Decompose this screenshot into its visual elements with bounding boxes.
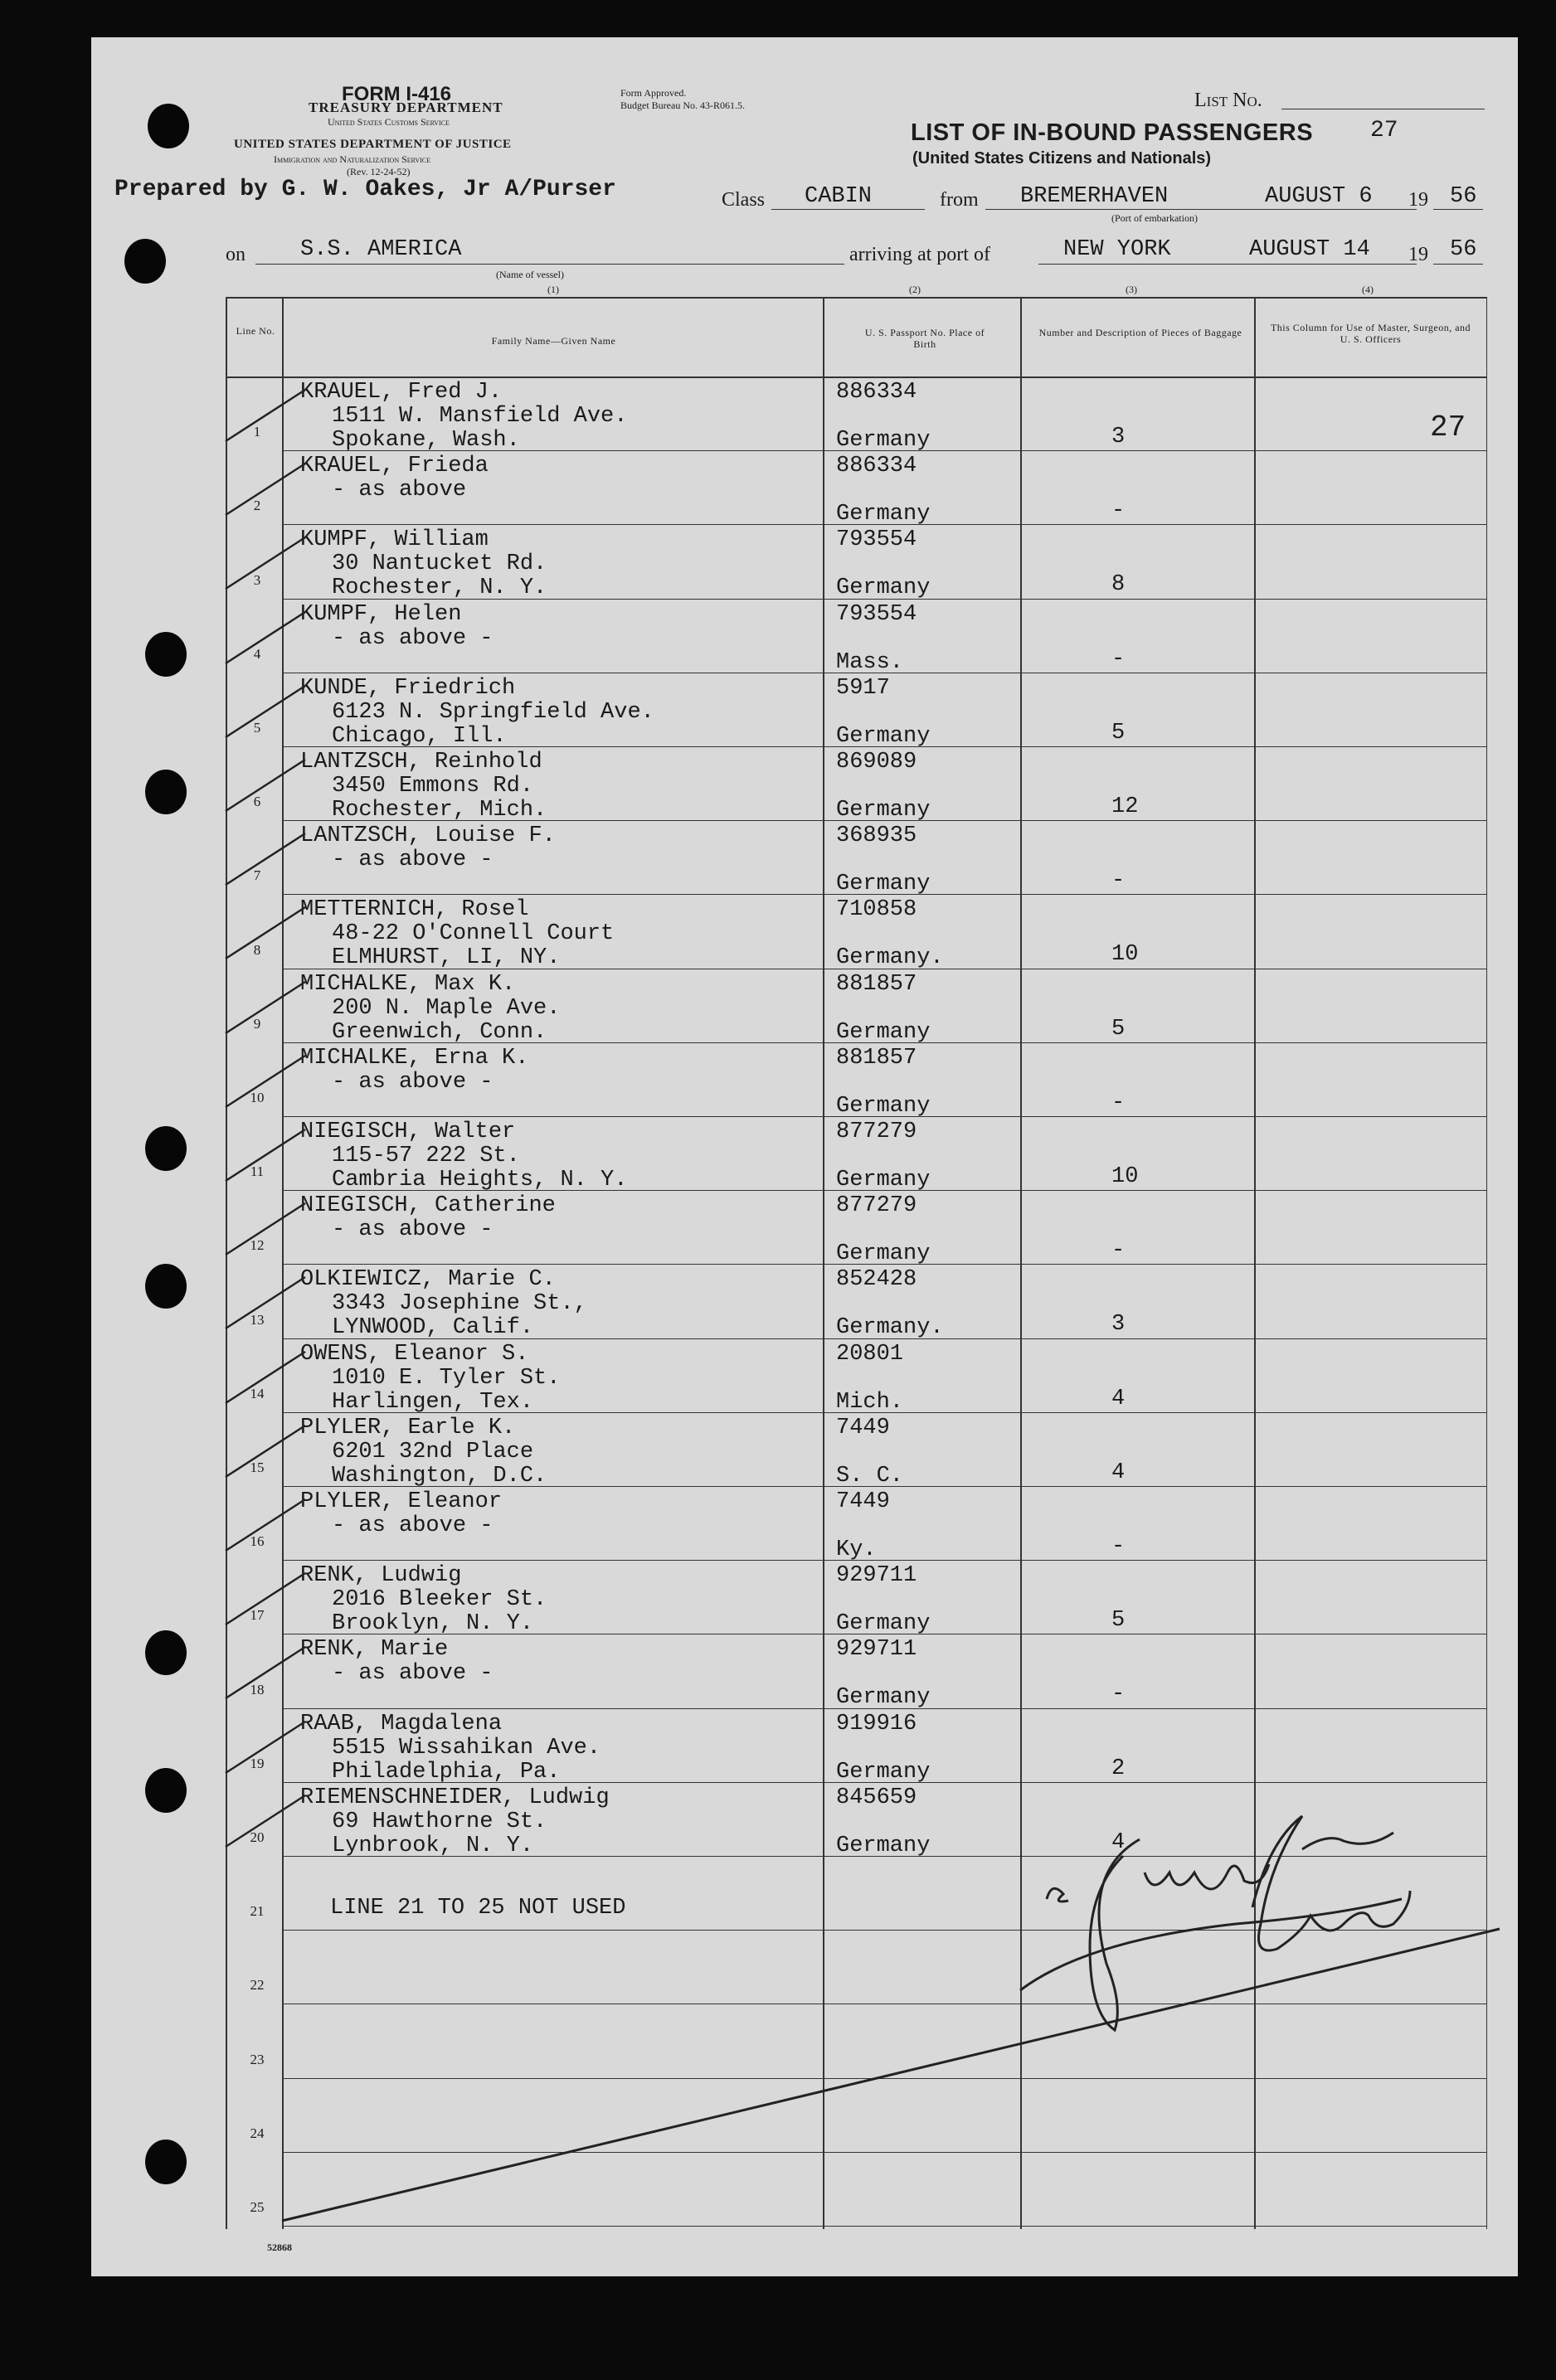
baggage-count: 4 bbox=[1111, 1386, 1126, 1411]
treasury-dept: TREASURY DEPARTMENT bbox=[309, 100, 503, 115]
baggage-count: - bbox=[1111, 646, 1126, 672]
passport-number: 881857 bbox=[836, 971, 917, 997]
passenger-address-1: - as above - bbox=[332, 1069, 494, 1095]
passenger-name: OLKIEWICZ, Marie C. bbox=[300, 1267, 556, 1293]
place-of-birth: Germany bbox=[836, 428, 931, 453]
passport-number: 852428 bbox=[836, 1267, 917, 1293]
line-number: 5 bbox=[253, 720, 261, 736]
place-of-birth: Germany bbox=[836, 1759, 931, 1785]
line-number: 25 bbox=[250, 2199, 265, 2215]
passenger-address-1: 30 Nantucket Rd. bbox=[332, 551, 547, 577]
baggage-count: 12 bbox=[1111, 794, 1139, 819]
passenger-address-2: Washington, D.C. bbox=[332, 1463, 547, 1489]
budget-bureau: Budget Bureau No. 43-R061.5. bbox=[620, 100, 745, 111]
line-number: 8 bbox=[253, 941, 261, 958]
place-of-birth: Germany bbox=[836, 1019, 931, 1045]
baggage-count: - bbox=[1111, 868, 1126, 894]
place-of-birth: Germany bbox=[836, 1611, 931, 1637]
baggage-count: 10 bbox=[1111, 942, 1139, 968]
baggage-count: 10 bbox=[1111, 1164, 1139, 1189]
passenger-name: MICHALKE, Max K. bbox=[300, 971, 516, 997]
customs-service: United States Customs Service bbox=[328, 116, 450, 128]
passenger-address-2: LYNWOOD, Calif. bbox=[332, 1315, 534, 1341]
baggage-count: 5 bbox=[1111, 1016, 1126, 1042]
passport-number: 7449 bbox=[836, 1489, 890, 1514]
prepared-by: Prepared by G. W. Oakes, Jr A/Purser bbox=[114, 177, 616, 202]
col-num-1: (1) bbox=[547, 284, 559, 295]
class-value: CABIN bbox=[805, 184, 873, 209]
form-id: FORM I-416 bbox=[342, 83, 452, 105]
arrival-year: 56 bbox=[1450, 237, 1477, 262]
passenger-address-1: 115-57 222 St. bbox=[332, 1144, 520, 1168]
passenger-name: KUNDE, Friedrich bbox=[300, 675, 516, 701]
officer-column-note: 27 bbox=[1430, 410, 1466, 444]
line-number: 22 bbox=[250, 1977, 265, 1994]
arrival-port: NEW YORK bbox=[1063, 237, 1171, 262]
passport-number: 877279 bbox=[836, 1193, 917, 1219]
passport-number: 368935 bbox=[836, 823, 917, 849]
place-of-birth: Germany bbox=[836, 723, 931, 749]
passport-number: 929711 bbox=[836, 1563, 917, 1589]
vessel-note: (Name of vessel) bbox=[496, 269, 564, 280]
passport-number: 5917 bbox=[836, 675, 890, 701]
ins-service: Immigration and Naturalization Service bbox=[274, 153, 431, 165]
passenger-address-1: - as above - bbox=[332, 1661, 494, 1687]
passenger-name: RENK, Ludwig bbox=[300, 1563, 462, 1589]
passenger-name: OWENS, Eleanor S. bbox=[300, 1341, 529, 1367]
from-label: from bbox=[940, 189, 979, 211]
passenger-address-2: Lynbrook, N. Y. bbox=[332, 1833, 534, 1858]
header-name: Family Name—Given Name bbox=[491, 335, 616, 347]
passport-number: 919916 bbox=[836, 1711, 917, 1736]
passenger-address-2: Spokane, Wash. bbox=[332, 428, 520, 453]
passenger-address-2: Brooklyn, N. Y. bbox=[332, 1611, 534, 1637]
embark-date: AUGUST 6 bbox=[1265, 184, 1373, 209]
passenger-address-2: Rochester, N. Y. bbox=[332, 576, 547, 601]
document-subtitle: (United States Citizens and Nationals) bbox=[912, 149, 1212, 168]
place-of-birth: Germany bbox=[836, 1168, 931, 1192]
baggage-count: 2 bbox=[1111, 1756, 1126, 1781]
line-number: 14 bbox=[250, 1385, 265, 1401]
passenger-address-1: - as above - bbox=[332, 848, 494, 873]
passenger-name: PLYLER, Eleanor bbox=[300, 1489, 503, 1514]
place-of-birth: Germany bbox=[836, 502, 931, 527]
passenger-address-1: - as above bbox=[332, 478, 467, 503]
baggage-count: 3 bbox=[1111, 1312, 1126, 1338]
embark-year-prefix: 19 bbox=[1408, 189, 1428, 211]
passport-number: 886334 bbox=[836, 454, 917, 479]
baggage-count: 8 bbox=[1111, 572, 1126, 598]
passenger-name: LANTZSCH, Louise F. bbox=[300, 823, 556, 849]
passenger-name: NIEGISCH, Catherine bbox=[300, 1193, 556, 1219]
justice-dept: UNITED STATES DEPARTMENT OF JUSTICE bbox=[234, 138, 512, 151]
header-baggage: Number and Description of Pieces of Baggage bbox=[1038, 327, 1242, 338]
passenger-address-2: Rochester, Mich. bbox=[332, 798, 547, 823]
baggage-count: 5 bbox=[1111, 720, 1126, 746]
passenger-address-1: 5515 Wissahikan Ave. bbox=[332, 1735, 601, 1761]
baggage-count: - bbox=[1111, 1682, 1126, 1707]
passenger-address-2: Chicago, Ill. bbox=[332, 723, 507, 749]
line-number: 7 bbox=[253, 867, 261, 884]
arrival-year-prefix: 19 bbox=[1408, 244, 1428, 265]
place-of-birth: S. C. bbox=[836, 1463, 904, 1489]
passenger-name: MICHALKE, Erna K. bbox=[300, 1045, 529, 1071]
place-of-birth: Germany bbox=[836, 1833, 931, 1858]
lines-not-used-note: LINE 21 TO 25 NOT USED bbox=[330, 1896, 626, 1921]
baggage-count: 4 bbox=[1111, 1829, 1126, 1855]
place-of-birth: Germany bbox=[836, 1093, 931, 1119]
passenger-name: RENK, Marie bbox=[300, 1637, 449, 1663]
line-number: 9 bbox=[253, 1015, 261, 1032]
passenger-address-1: 6201 32nd Place bbox=[332, 1439, 534, 1464]
arrival-date: AUGUST 14 bbox=[1249, 237, 1370, 262]
cancellation-line bbox=[282, 1929, 1500, 2221]
line-number: 11 bbox=[250, 1163, 265, 1180]
passport-number: 7449 bbox=[836, 1415, 890, 1440]
place-of-birth: Germany bbox=[836, 1241, 931, 1267]
passenger-name: LANTZSCH, Reinhold bbox=[300, 750, 542, 775]
passport-number: 881857 bbox=[836, 1045, 917, 1071]
passenger-name: RIEMENSCHNEIDER, Ludwig bbox=[300, 1785, 610, 1810]
passenger-name: KRAUEL, Fred J. bbox=[300, 380, 503, 405]
line-number: 10 bbox=[250, 1090, 265, 1105]
passenger-name: KRAUEL, Frieda bbox=[300, 454, 489, 479]
line-number: 13 bbox=[250, 1311, 265, 1328]
passenger-address-1: 200 N. Maple Ave. bbox=[332, 995, 561, 1021]
passport-number: 877279 bbox=[836, 1120, 917, 1144]
col-num-2: (2) bbox=[909, 284, 921, 295]
passport-number: 886334 bbox=[836, 380, 917, 405]
passenger-address-1: - as above - bbox=[332, 625, 494, 651]
passenger-address-1: 48-22 O'Connell Court bbox=[332, 921, 615, 947]
baggage-count: 3 bbox=[1111, 425, 1126, 449]
baggage-count: 4 bbox=[1111, 1460, 1126, 1485]
arriving-label: arriving at port of bbox=[849, 244, 990, 265]
baggage-count: - bbox=[1111, 1238, 1126, 1264]
line-number: 12 bbox=[250, 1237, 265, 1254]
form-approved: Form Approved. bbox=[620, 87, 687, 99]
passport-number: 793554 bbox=[836, 601, 917, 627]
passport-number: 20801 bbox=[836, 1341, 904, 1367]
passport-number: 929711 bbox=[836, 1637, 917, 1663]
passenger-address-1: 1511 W. Mansfield Ave. bbox=[332, 404, 628, 429]
line-number: 3 bbox=[253, 571, 261, 588]
embark-year: 56 bbox=[1450, 184, 1477, 209]
passenger-address-2: Cambria Heights, N. Y. bbox=[332, 1168, 628, 1192]
line-number: 15 bbox=[250, 1460, 265, 1475]
line-number: 24 bbox=[250, 2125, 265, 2141]
line-number: 18 bbox=[250, 1681, 265, 1698]
place-of-birth: Germany bbox=[836, 872, 931, 897]
vessel-name: S.S. AMERICA bbox=[300, 237, 462, 262]
line-number: 23 bbox=[250, 2051, 265, 2067]
form-rev: (Rev. 12-24-52) bbox=[347, 166, 411, 177]
line-number: 21 bbox=[250, 1903, 265, 1920]
line-number: 19 bbox=[250, 1755, 265, 1771]
col-num-3: (3) bbox=[1126, 284, 1137, 295]
passenger-address-2: Harlingen, Tex. bbox=[332, 1389, 534, 1415]
passenger-name: RAAB, Magdalena bbox=[300, 1711, 503, 1736]
passenger-address-1: 2016 Bleeker St. bbox=[332, 1587, 547, 1613]
passenger-address-1: - as above - bbox=[332, 1513, 494, 1538]
port-embark-note: (Port of embarkation) bbox=[1111, 212, 1198, 224]
passenger-name: NIEGISCH, Walter bbox=[300, 1120, 516, 1144]
line-number: 4 bbox=[253, 645, 261, 662]
place-of-birth: Germany. bbox=[836, 945, 944, 971]
on-label: on bbox=[226, 244, 246, 265]
list-no-label: List No. bbox=[1194, 90, 1262, 111]
line-number: 1 bbox=[253, 424, 261, 440]
place-of-birth: Mass. bbox=[836, 649, 904, 675]
passenger-name: KUMPF, William bbox=[300, 527, 489, 553]
passenger-address-1: - as above - bbox=[332, 1217, 494, 1243]
line-number: 20 bbox=[250, 1829, 265, 1845]
place-of-birth: Ky. bbox=[836, 1537, 877, 1562]
place-of-birth: Germany bbox=[836, 576, 931, 601]
baggage-count: 5 bbox=[1111, 1608, 1126, 1634]
line-number: 16 bbox=[250, 1533, 265, 1550]
list-no-value: 27 bbox=[1370, 118, 1398, 143]
passport-number: 845659 bbox=[836, 1785, 917, 1810]
header-officers: This Column for Use of Master, Surgeon, and U. S. Officers bbox=[1270, 322, 1471, 345]
passenger-name: PLYLER, Earle K. bbox=[300, 1415, 516, 1440]
passenger-address-2: Greenwich, Conn. bbox=[332, 1019, 547, 1045]
passenger-address-2: ELMHURST, LI, NY. bbox=[332, 945, 561, 971]
passenger-address-1: 3450 Emmons Rd. bbox=[332, 774, 534, 799]
passenger-address-1: 1010 E. Tyler St. bbox=[332, 1365, 561, 1391]
passport-number: 869089 bbox=[836, 750, 917, 775]
place-of-birth: Germany. bbox=[836, 1315, 944, 1341]
passenger-address-1: 69 Hawthorne St. bbox=[332, 1809, 547, 1834]
embark-port: BREMERHAVEN bbox=[1020, 184, 1169, 209]
header-passport: U. S. Passport No. Place of Birth bbox=[864, 327, 985, 350]
place-of-birth: Germany bbox=[836, 798, 931, 823]
footer-code: 52868 bbox=[267, 2242, 292, 2253]
class-label: Class bbox=[722, 189, 766, 211]
line-number: 6 bbox=[253, 794, 261, 810]
passport-number: 710858 bbox=[836, 897, 917, 923]
baggage-count: - bbox=[1111, 1534, 1126, 1559]
line-number: 2 bbox=[253, 498, 261, 514]
passenger-name: KUMPF, Helen bbox=[300, 601, 462, 627]
place-of-birth: Mich. bbox=[836, 1389, 904, 1415]
col-num-4: (4) bbox=[1362, 284, 1374, 295]
passport-number: 793554 bbox=[836, 527, 917, 553]
header-line-no: Line No. bbox=[236, 325, 275, 337]
baggage-count: - bbox=[1111, 498, 1126, 524]
passenger-address-1: 6123 N. Springfield Ave. bbox=[332, 699, 654, 725]
line-number: 17 bbox=[250, 1607, 265, 1624]
place-of-birth: Germany bbox=[836, 1685, 931, 1711]
passenger-address-1: 3343 Josephine St., bbox=[332, 1291, 587, 1317]
baggage-count: - bbox=[1111, 1090, 1126, 1115]
passenger-address-2: Philadelphia, Pa. bbox=[332, 1759, 561, 1785]
passenger-name: METTERNICH, Rosel bbox=[300, 897, 529, 923]
document-title: LIST OF IN-BOUND PASSENGERS bbox=[911, 119, 1314, 146]
